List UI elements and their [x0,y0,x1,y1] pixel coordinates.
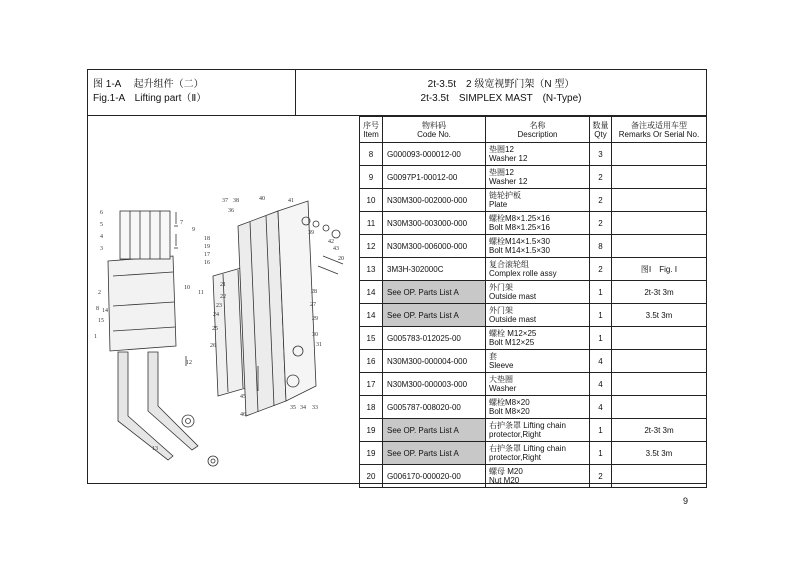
table-row [360,235,707,258]
callout-25: 25 [212,326,218,332]
table-row [360,212,707,235]
quantity: 4 [590,373,612,396]
callout-29: 29 [312,316,318,322]
item-number: 18 [360,396,383,419]
callout-7: 7 [180,220,183,226]
callout-33: 33 [312,405,318,411]
description: 螺栓 M12×25 Bolt M12×25 [486,327,590,350]
code-number: N30M300-006000-000 [383,235,486,258]
code-number: G000093-000012-00 [383,143,486,166]
callout-21: 21 [220,282,226,288]
col-header-remarks: 备注或适用车型 Remarks Or Serial No. [612,117,707,143]
code-number: N30M300-000004-000 [383,350,486,373]
callout-41: 41 [288,198,294,204]
callout-11: 11 [198,290,204,296]
item-number: 13 [360,258,383,281]
table-row [360,350,707,373]
callout-16: 16 [204,260,210,266]
callout-34: 34 [300,405,306,411]
callout-43: 43 [333,246,339,252]
table-row [360,419,707,442]
figure-caption [88,70,296,116]
item-number: 10 [360,189,383,212]
callout-17: 17 [204,252,210,258]
callout-14: 14 [102,308,108,314]
table-row [360,166,707,189]
callout-26: 26 [210,343,216,349]
callout-15: 15 [98,318,104,324]
item-number: 14 [360,281,383,304]
figure-caption-en: Fig.1-A Lifting part（Ⅱ） [93,93,207,104]
callout-1: 1 [94,334,97,340]
remarks [612,166,707,189]
callout-27: 27 [310,302,316,308]
table-row [360,442,707,465]
description: 外门架 Outside mast [486,281,590,304]
callout-24: 24 [213,312,219,318]
callout-45: 45 [240,394,246,400]
callout-39: 39 [308,230,314,236]
table-row [360,258,707,281]
quantity: 1 [590,304,612,327]
item-number: 19 [360,442,383,465]
quantity: 4 [590,396,612,419]
callout-30: 30 [312,332,318,338]
callout-36: 36 [228,208,234,214]
remarks: 图Ⅰ Fig. Ⅰ [612,258,707,281]
quantity: 1 [590,281,612,304]
table-row [360,327,707,350]
item-number: 17 [360,373,383,396]
item-number: 12 [360,235,383,258]
callout-37: 37 [222,198,228,204]
callout-20: 20 [338,256,344,262]
table-row [360,304,707,327]
code-number: G005783-012025-00 [383,327,486,350]
callout-35: 35 [290,405,296,411]
callout-18: 18 [204,236,210,242]
code-number: See OP. Parts List A [383,304,486,327]
col-header-qty: 数量 Qty [590,117,612,143]
callout-13: 13 [152,446,158,452]
description: 螺栓M8×20 Bolt M8×20 [486,396,590,419]
figure-caption-cn: 图 1-A 起升组件（二） [93,79,204,90]
callout-10: 10 [184,285,190,291]
remarks [612,143,707,166]
quantity: 4 [590,350,612,373]
callout-23: 23 [216,303,222,309]
quantity: 1 [590,327,612,350]
table-row [360,189,707,212]
callout-8: 8 [96,306,99,312]
figure-title [296,70,706,116]
quantity: 2 [590,189,612,212]
figure-frame [87,69,707,484]
description: 右护条罩 Lifting chain protector,Right [486,419,590,442]
description: 链轮护板 Plate [486,189,590,212]
quantity: 1 [590,442,612,465]
callout-22: 22 [220,294,226,300]
code-number: See OP. Parts List A [383,419,486,442]
remarks: 2t-3t 3m [612,281,707,304]
parts-table-header [360,117,707,143]
table-row [360,396,707,419]
code-number: G0097P1-00012-00 [383,166,486,189]
remarks [612,212,707,235]
description: 螺母 M20 Nut M20 [486,465,590,488]
quantity: 2 [590,465,612,488]
remarks: 2t-3t 3m [612,419,707,442]
exploded-parts-drawing [88,116,359,483]
parts-table [359,116,707,488]
table-row [360,373,707,396]
table-row [360,143,707,166]
quantity: 2 [590,166,612,189]
remarks [612,189,707,212]
description: 垫圈12 Washer 12 [486,166,590,189]
description: 复合滚轮组 Complex rolle assy [486,258,590,281]
description: 右护条罩 Lifting chain protector,Right [486,442,590,465]
remarks [612,465,707,488]
callout-28: 28 [311,289,317,295]
col-header-item: 序号 Item [360,117,383,143]
description: 大垫圈 Washer [486,373,590,396]
description: 套 Sleeve [486,350,590,373]
item-number: 20 [360,465,383,488]
item-number: 15 [360,327,383,350]
code-number: See OP. Parts List A [383,442,486,465]
remarks [612,396,707,419]
code-number: G005787-008020-00 [383,396,486,419]
col-header-description: 名称 Description [486,117,590,143]
item-number: 16 [360,350,383,373]
callout-46: 46 [240,412,246,418]
page-number: 9 [683,496,689,506]
description: 螺栓M14×1.5×30 Bolt M14×1.5×30 [486,235,590,258]
callout-12: 12 [186,360,192,366]
quantity: 2 [590,258,612,281]
callout-42: 42 [328,239,334,245]
table-row [360,465,707,488]
description: 垫圈12 Washer 12 [486,143,590,166]
figure-title-en: 2t-3.5t SIMPLEX MAST (N-Type) [420,93,582,104]
description: 外门架 Outside mast [486,304,590,327]
quantity: 8 [590,235,612,258]
callout-38: 38 [233,198,239,204]
quantity: 2 [590,212,612,235]
callout-9: 9 [192,227,195,233]
remarks [612,373,707,396]
quantity: 3 [590,143,612,166]
callout-40: 40 [259,196,265,202]
callout-4: 4 [100,234,103,240]
code-number: See OP. Parts List A [383,281,486,304]
item-number: 9 [360,166,383,189]
remarks [612,327,707,350]
code-number: N30M300-003000-000 [383,212,486,235]
item-number: 8 [360,143,383,166]
description: 螺栓M8×1.25×16 Bolt M8×1.25×16 [486,212,590,235]
item-number: 11 [360,212,383,235]
callout-31: 31 [316,342,322,348]
code-number: 3M3H-302000C [383,258,486,281]
remarks [612,350,707,373]
col-header-code: 物料码 Code No. [383,117,486,143]
callout-6: 6 [100,210,103,216]
item-number: 14 [360,304,383,327]
callout-5: 5 [100,222,103,228]
code-number: N30M300-002000-000 [383,189,486,212]
remarks: 3.5t 3m [612,304,707,327]
remarks: 3.5t 3m [612,442,707,465]
item-number: 19 [360,419,383,442]
table-row [360,281,707,304]
code-number: G006170-000020-00 [383,465,486,488]
callout-19: 19 [204,244,210,250]
figure-title-cn: 2t-3.5t 2 级宽视野门架（N 型） [427,79,575,90]
code-number: N30M300-000003-000 [383,373,486,396]
callout-2: 2 [98,290,101,296]
quantity: 1 [590,419,612,442]
remarks [612,235,707,258]
callout-3: 3 [100,246,103,252]
